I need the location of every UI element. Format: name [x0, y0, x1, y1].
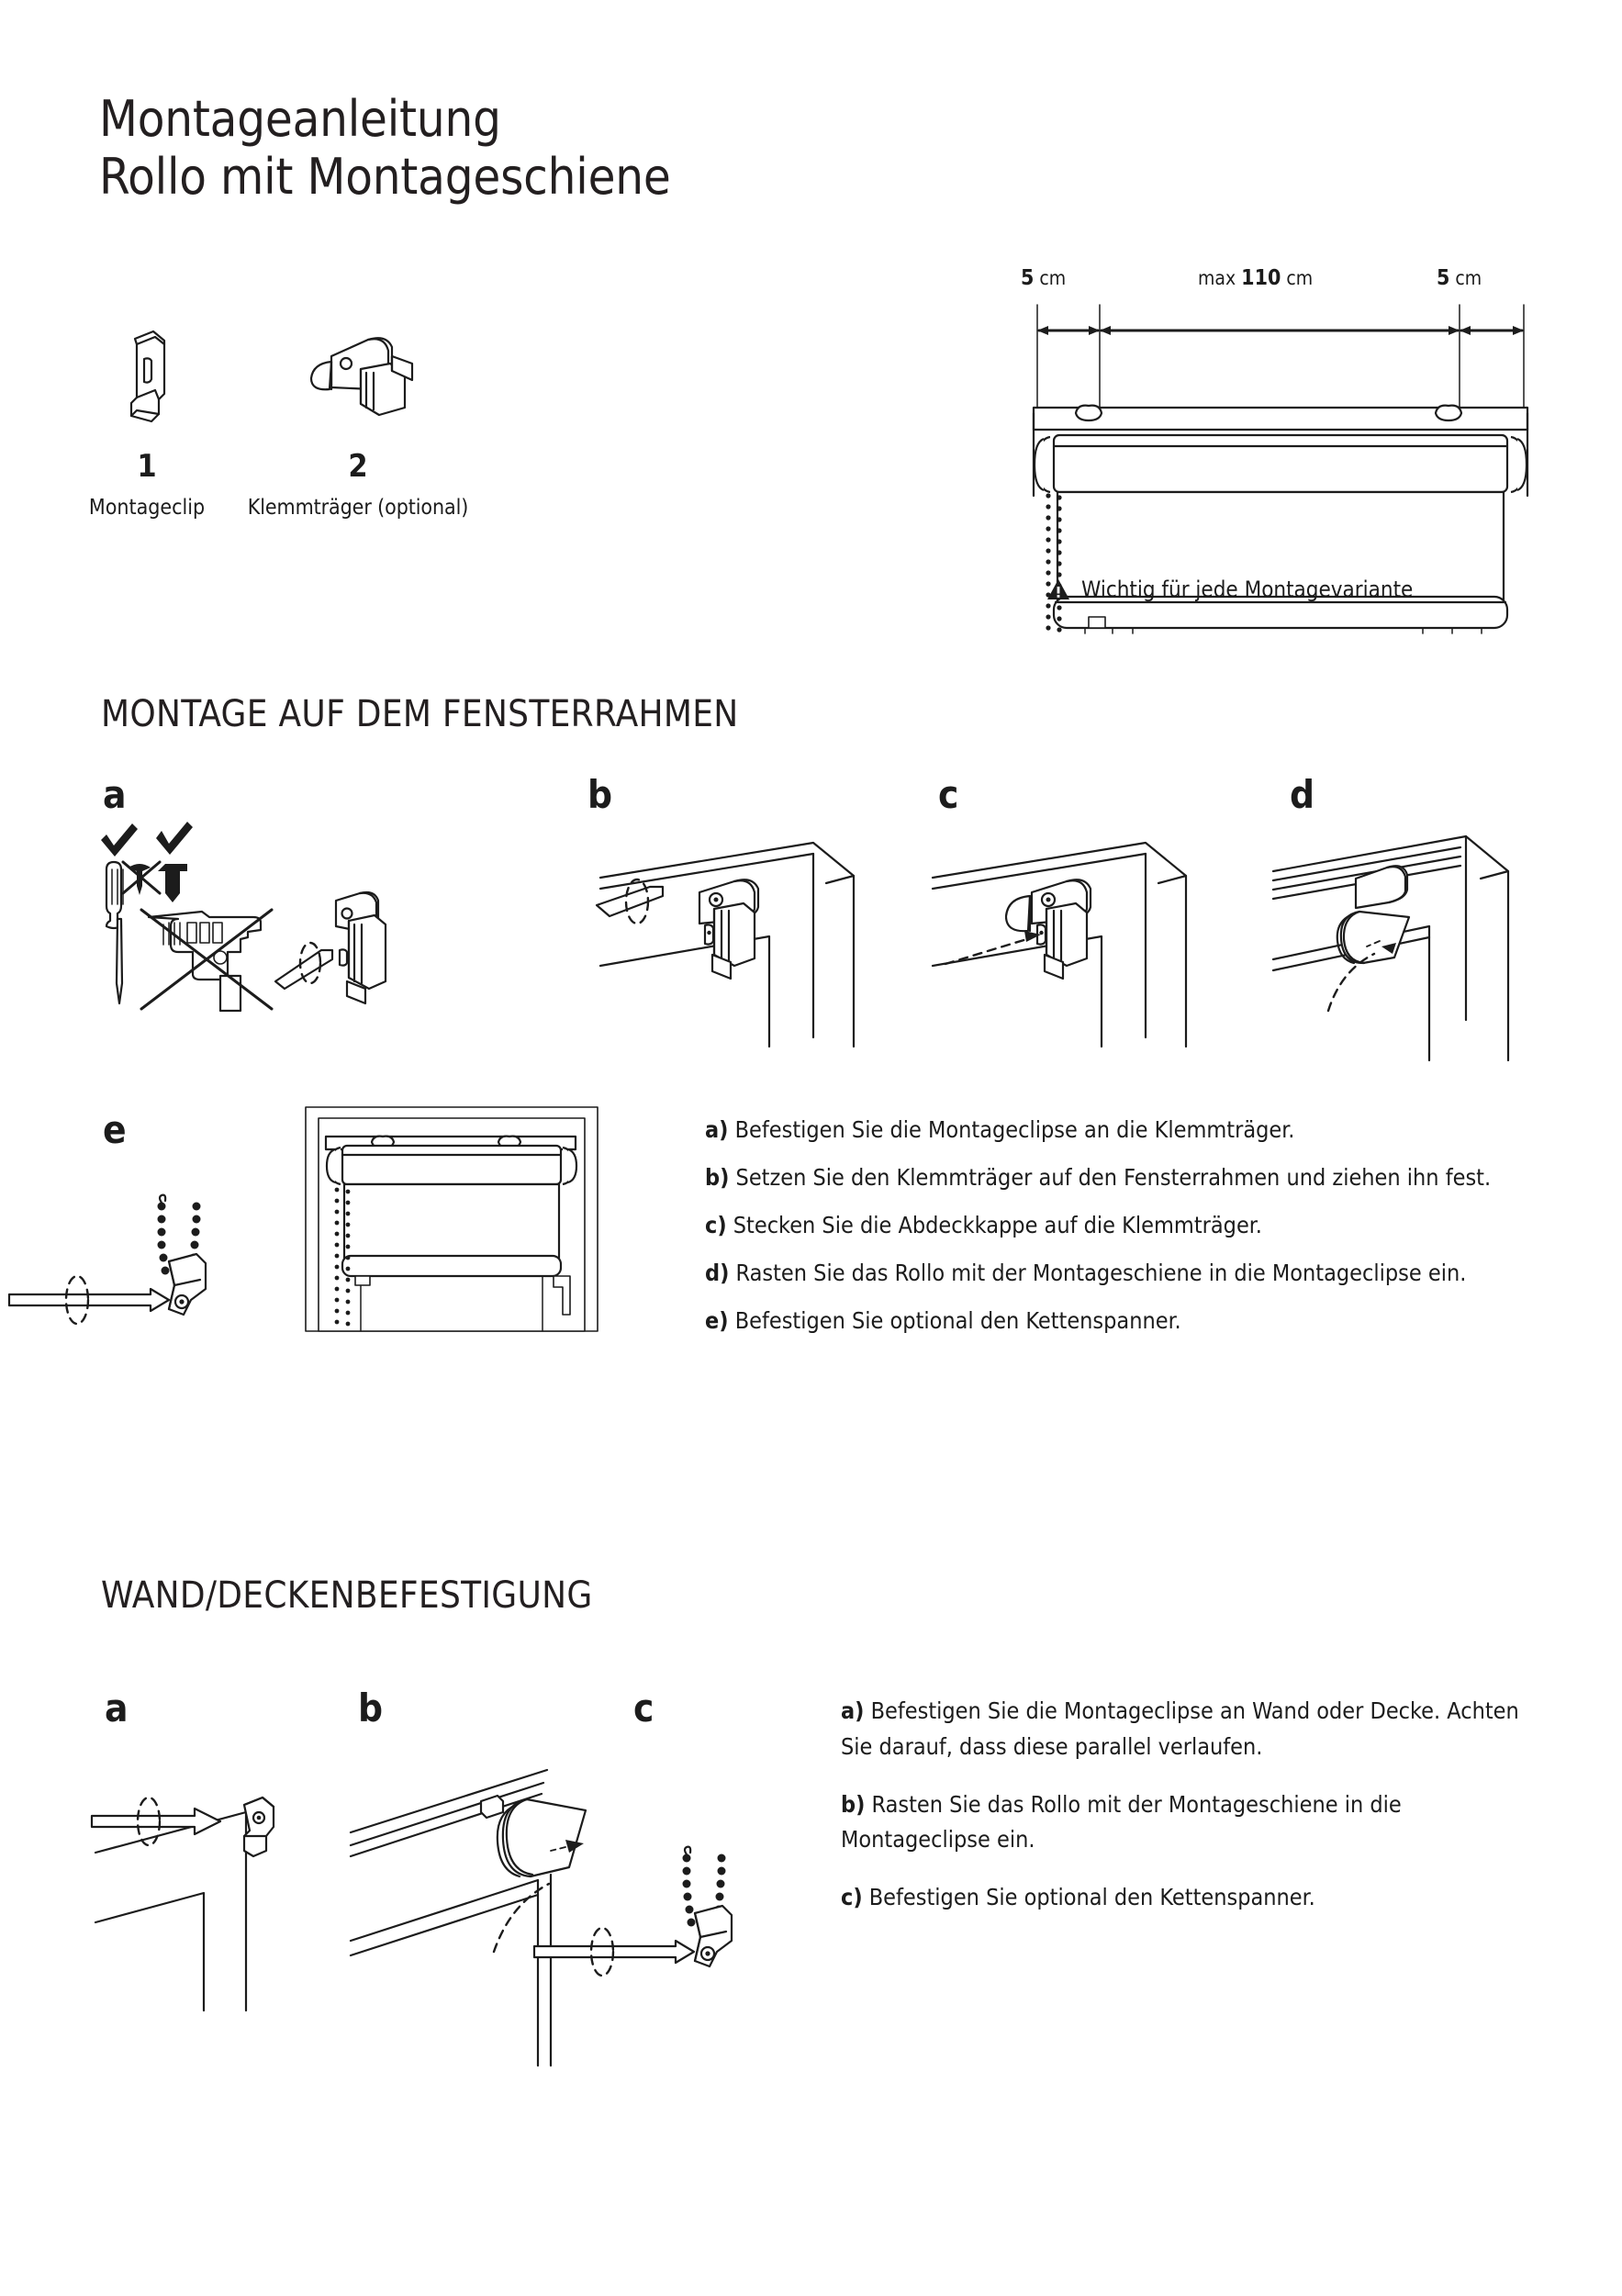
step-letter-e: e — [103, 1107, 127, 1152]
list-item — [841, 1694, 1548, 1765]
instruction-marker: c) — [841, 1884, 863, 1910]
step-letter-d: d — [1290, 772, 1315, 817]
clamp-bracket-icon — [220, 321, 496, 431]
title-line-1: Montageanleitung — [99, 90, 501, 148]
instruction-list-wall-ceiling — [841, 1694, 1548, 1938]
cover-cap-icon — [1006, 896, 1030, 931]
title-line-2: Rollo mit Montageschiene — [99, 148, 671, 207]
instruction-text: Rasten Sie das Rollo mit der Montageschiene in die Montageclipse ein. — [729, 1260, 1467, 1286]
part-number: 2 — [348, 448, 368, 485]
wall-step-letter-a: a — [105, 1686, 129, 1730]
part-item-klemmtraeger — [220, 321, 496, 520]
list-item — [705, 1261, 1531, 1284]
list-item — [705, 1214, 1531, 1237]
part-item-montageclip — [83, 321, 211, 520]
instruction-marker: e) — [705, 1307, 729, 1334]
list-item — [841, 1787, 1548, 1859]
step-letter-a: a — [103, 772, 127, 817]
step-letter-b: b — [587, 772, 613, 817]
instruction-marker: d) — [705, 1260, 730, 1286]
instruction-marker: a) — [841, 1697, 865, 1724]
dimension-label-left: 5 cm — [1021, 266, 1067, 290]
dimension-label-span: max 110 cm — [1198, 266, 1314, 290]
page-title — [99, 90, 1017, 206]
instruction-marker: c) — [705, 1212, 727, 1238]
check-icon — [101, 823, 138, 857]
warning-triangle-icon — [1046, 578, 1070, 600]
wall-step-c-illustration — [606, 1845, 845, 2075]
step-a-illustration — [92, 822, 441, 1014]
instruction-marker: b) — [841, 1790, 866, 1818]
dimension-label-right: 5 cm — [1437, 266, 1482, 290]
step-e-illustration — [117, 1193, 319, 1359]
wall-step-letter-b: b — [358, 1686, 384, 1730]
mounting-clip-icon — [83, 321, 211, 431]
instruction-text: Stecken Sie die Abdeckkappe auf die Klemmträger. — [726, 1212, 1262, 1238]
important-note — [1046, 577, 1413, 602]
step-letter-c: c — [938, 772, 959, 817]
wall-step-letter-c: c — [633, 1686, 654, 1730]
part-label: Klemmträger (optional) — [247, 496, 469, 520]
part-label: Montageclip — [88, 496, 206, 520]
instruction-text: Befestigen Sie optional den Kettenspanner. — [728, 1307, 1181, 1334]
instruction-text: Setzen Sie den Klemmträger auf den Fensterrahmen und ziehen ihn fest. — [729, 1164, 1492, 1191]
step-d-illustration — [1271, 831, 1583, 1060]
instruction-text: Rasten Sie das Rollo mit der Montageschiene in die Montageclipse ein. — [841, 1790, 1402, 1854]
step-c-illustration — [927, 835, 1276, 1047]
instruction-marker: a) — [705, 1116, 729, 1143]
instruction-text: Befestigen Sie die Montageclipse an die Klemmträger. — [728, 1116, 1295, 1143]
check-icon — [156, 822, 193, 855]
section-heading-wall-ceiling: WAND/DECKENBEFESTIGUNG — [101, 1574, 593, 1617]
installed-blind-illustration — [298, 1102, 638, 1331]
instruction-text: Befestigen Sie die Montageclipse an Wand oder Decke. Achten Sie darauf, dass diese parallel verlaufen. — [841, 1697, 1519, 1760]
list-item — [705, 1309, 1531, 1332]
step-b-illustration — [595, 835, 944, 1047]
section-heading-window-frame: MONTAGE AUF DEM FENSTERRAHMEN — [101, 693, 739, 735]
list-item — [705, 1118, 1531, 1141]
instruction-text: Befestigen Sie optional den Kettenspanner. — [862, 1884, 1315, 1910]
list-item — [705, 1166, 1531, 1189]
list-item — [841, 1880, 1548, 1916]
instruction-list-window-frame — [705, 1118, 1531, 1357]
part-number: 1 — [137, 448, 157, 485]
important-note-text: Wichtig für jede Montagevariante — [1081, 577, 1414, 602]
instruction-marker: b) — [705, 1164, 730, 1191]
